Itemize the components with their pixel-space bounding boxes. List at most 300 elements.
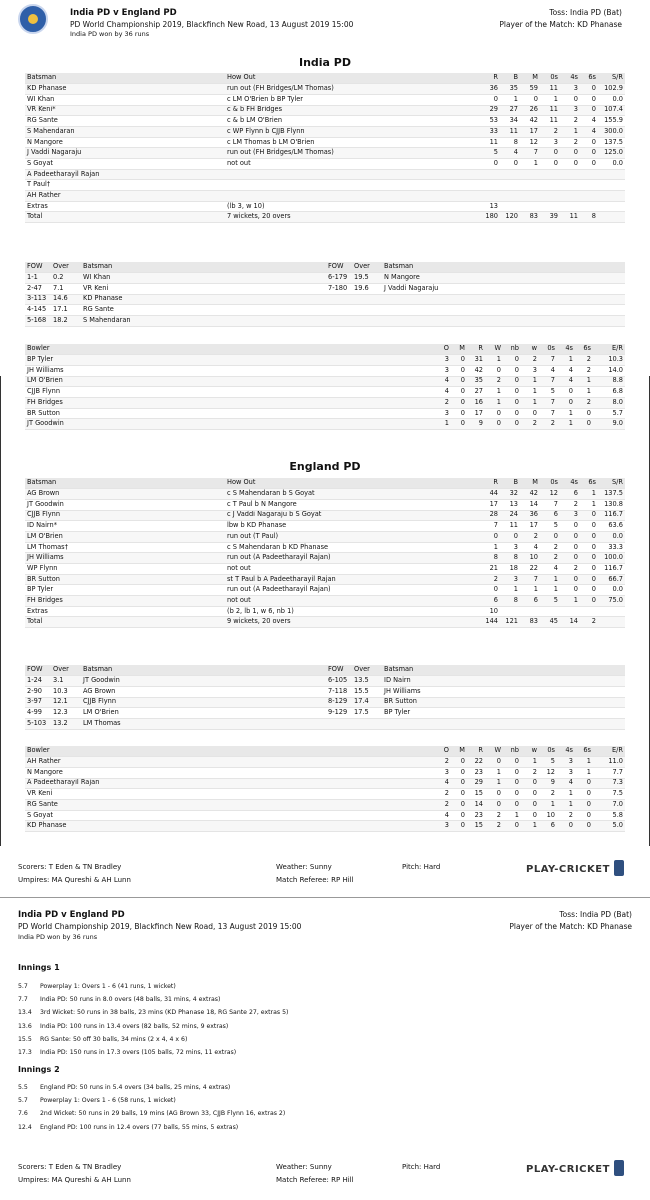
table-cell: 116.7 xyxy=(598,564,625,575)
table-cell: 2 xyxy=(557,810,575,821)
table-cell: 4 xyxy=(557,376,575,387)
note-over: 7.7 xyxy=(18,996,28,1004)
team-crest-logo xyxy=(18,4,48,34)
note-text: England PD: 100 runs in 12.4 overs (77 balls, 55 mins, 5 extras) xyxy=(40,1123,239,1131)
table-cell: 0 xyxy=(580,585,598,596)
table-cell: 155.9 xyxy=(598,116,625,127)
innings1-team-title: India PD xyxy=(298,56,351,69)
innings1-notes-title: Innings 1 xyxy=(18,963,60,972)
table-row xyxy=(25,315,625,326)
table-cell: Batsman xyxy=(25,478,225,489)
table-cell: 3 xyxy=(560,105,580,116)
umpires-p2: Umpires: MA Qureshi & AH Lunn xyxy=(18,1176,131,1184)
table-cell: 5 xyxy=(539,757,557,768)
table-cell: BR Sutton xyxy=(382,697,625,708)
table-cell: 0 xyxy=(503,419,521,430)
table-cell: nb xyxy=(503,344,521,355)
note-over: 7.6 xyxy=(18,1110,28,1118)
table-cell: 0 xyxy=(540,159,560,170)
table-cell xyxy=(520,169,540,180)
table-cell: 7 xyxy=(520,574,540,585)
table-cell: E/R xyxy=(593,746,625,757)
table-cell: 1 xyxy=(500,585,520,596)
table-cell: 300.0 xyxy=(598,126,625,137)
table-cell: LM Thomas xyxy=(81,718,326,729)
table-cell: not out xyxy=(225,596,480,607)
table-cell: AH Rather xyxy=(25,191,225,202)
table-cell: 0 xyxy=(485,419,503,430)
table-cell: 1 xyxy=(520,585,540,596)
table-cell: 2 xyxy=(560,137,580,148)
table-cell: 2 xyxy=(485,821,503,832)
table-cell: Batsman xyxy=(25,73,225,84)
table-cell: 0 xyxy=(580,564,598,575)
table-cell: 9 xyxy=(467,419,485,430)
note-over: 5.7 xyxy=(18,1097,28,1105)
table-cell: N Mangore xyxy=(382,273,625,284)
table-cell xyxy=(352,718,382,729)
table-cell: 10.3 xyxy=(593,355,625,366)
table-row xyxy=(25,767,625,778)
table-cell: 0s xyxy=(540,73,560,84)
table-cell: 0.0 xyxy=(598,94,625,105)
table-cell: How Out xyxy=(225,478,480,489)
table-row xyxy=(25,585,625,596)
table-cell: 0 xyxy=(503,789,521,800)
table-cell: 42 xyxy=(467,365,485,376)
table-cell: 0 xyxy=(580,137,598,148)
table-cell: Total xyxy=(25,212,225,223)
table-row xyxy=(25,821,625,832)
table-cell: FOW xyxy=(25,262,51,273)
table-cell: 0 xyxy=(503,408,521,419)
table-cell: 4 xyxy=(580,126,598,137)
table-cell xyxy=(598,201,625,212)
table-cell: not out xyxy=(225,159,480,170)
table-cell: 3 xyxy=(500,542,520,553)
table-cell: S Goyat xyxy=(25,159,225,170)
table-cell: How Out xyxy=(225,73,480,84)
table-cell: WI Khan xyxy=(25,94,225,105)
table-cell: 0 xyxy=(580,553,598,564)
table-cell: 1 xyxy=(580,499,598,510)
table-cell: E/R xyxy=(593,344,625,355)
table-header-row xyxy=(25,344,625,355)
table-cell: VR Keni xyxy=(81,283,326,294)
table-cell: 0 xyxy=(485,408,503,419)
table-cell: 0 xyxy=(580,510,598,521)
table-cell: 2 xyxy=(539,419,557,430)
table-cell: 42 xyxy=(520,116,540,127)
scorers-p2: Scorers: T Eden & TN Bradley xyxy=(18,1163,122,1171)
table-cell: AH Rather xyxy=(25,757,435,768)
match-result: India PD won by 36 runs xyxy=(70,30,150,38)
table-row xyxy=(25,148,625,159)
table-cell: 0 xyxy=(521,408,539,419)
table-cell: 5-168 xyxy=(25,315,51,326)
table-cell: 1 xyxy=(521,376,539,387)
table-cell: 0 xyxy=(480,585,500,596)
table-row xyxy=(25,676,625,687)
table-cell: 7.5 xyxy=(593,789,625,800)
table-cell: JT Goodwin xyxy=(81,676,326,687)
table-cell: 0 xyxy=(520,94,540,105)
table-cell xyxy=(326,718,352,729)
table-cell: 2-47 xyxy=(25,283,51,294)
extras-row xyxy=(25,606,625,617)
table-cell: LM O'Brien xyxy=(25,376,435,387)
table-cell: 7 xyxy=(480,521,500,532)
match-subtitle: PD World Championship 2019, Blackfinch New Road, 13 August 2019 15:00 xyxy=(70,20,354,29)
player-of-match: Player of the Match: KD Phanase xyxy=(499,20,622,29)
table-cell: WI Khan xyxy=(81,273,326,284)
table-cell xyxy=(598,180,625,191)
table-cell: 1 xyxy=(575,376,593,387)
table-cell: 6s xyxy=(580,73,598,84)
table-cell: 0 xyxy=(451,799,467,810)
table-cell: 0 xyxy=(503,365,521,376)
table-cell: 7 xyxy=(540,499,560,510)
table-row xyxy=(25,169,625,180)
table-cell: 0 xyxy=(557,387,575,398)
table-cell: 4 xyxy=(540,564,560,575)
table-cell: R xyxy=(467,344,485,355)
table-cell: Batsman xyxy=(81,665,326,676)
table-cell: 15 xyxy=(467,821,485,832)
innings1-bowling-table xyxy=(25,344,625,430)
table-cell: 11 xyxy=(560,212,580,223)
table-cell: 14.0 xyxy=(593,365,625,376)
table-cell xyxy=(382,305,625,316)
table-cell: 17 xyxy=(467,408,485,419)
table-cell xyxy=(326,315,352,326)
table-cell: 7.1 xyxy=(51,283,81,294)
table-cell: 1 xyxy=(575,757,593,768)
table-cell: BP Tyler xyxy=(25,355,435,366)
table-cell: 0 xyxy=(580,531,598,542)
table-cell: c S Mahendaran b S Goyat xyxy=(225,489,480,500)
table-cell: FOW xyxy=(326,262,352,273)
table-cell: 0 xyxy=(451,408,467,419)
table-cell: J Vaddi Nagaraju xyxy=(382,283,625,294)
table-cell: 12.3 xyxy=(51,708,81,719)
table-row xyxy=(25,799,625,810)
table-cell: 4 xyxy=(435,387,451,398)
table-cell: 0 xyxy=(451,810,467,821)
table-cell xyxy=(382,294,625,305)
table-cell: 4-145 xyxy=(25,305,51,316)
table-cell: 2 xyxy=(575,365,593,376)
table-cell: JT Goodwin xyxy=(25,499,225,510)
table-cell: 0 xyxy=(580,596,598,607)
table-cell: 11 xyxy=(540,116,560,127)
table-cell: 1 xyxy=(557,799,575,810)
table-cell: (b 2, lb 1, w 6, nb 1) xyxy=(225,606,480,617)
table-cell: 0.0 xyxy=(598,531,625,542)
table-cell xyxy=(598,169,625,180)
left-page-rule xyxy=(0,376,1,846)
note-item xyxy=(18,1097,176,1104)
table-cell: 0 xyxy=(560,542,580,553)
table-cell: 0 xyxy=(580,574,598,585)
table-cell: 0 xyxy=(560,159,580,170)
table-cell: 0 xyxy=(485,365,503,376)
table-cell: 24 xyxy=(500,510,520,521)
table-cell: 8 xyxy=(480,553,500,564)
table-row xyxy=(25,542,625,553)
table-cell: 35 xyxy=(500,84,520,95)
table-cell: 16 xyxy=(467,397,485,408)
table-cell: 1 xyxy=(575,767,593,778)
table-cell: 11.0 xyxy=(593,757,625,768)
table-cell: 1 xyxy=(539,799,557,810)
table-row xyxy=(25,212,625,223)
table-cell: 53 xyxy=(480,116,500,127)
table-row xyxy=(25,697,625,708)
table-cell xyxy=(352,294,382,305)
table-cell: 0s xyxy=(540,478,560,489)
note-over: 12.4 xyxy=(18,1123,32,1131)
table-cell: 5 xyxy=(540,521,560,532)
table-cell: 33 xyxy=(480,126,500,137)
table-row xyxy=(25,305,625,316)
table-cell: 6-179 xyxy=(326,273,352,284)
table-cell: 9 wickets, 20 overs xyxy=(225,617,480,628)
table-cell: 19.6 xyxy=(352,283,382,294)
table-cell: 0 xyxy=(503,397,521,408)
table-cell xyxy=(326,294,352,305)
table-cell: 0 xyxy=(560,553,580,564)
table-cell: 3.1 xyxy=(51,676,81,687)
table-cell: 3 xyxy=(560,510,580,521)
table-row xyxy=(25,137,625,148)
table-row xyxy=(25,273,625,284)
table-cell: 0 xyxy=(503,799,521,810)
table-cell: 17 xyxy=(520,521,540,532)
table-cell: 14.6 xyxy=(51,294,81,305)
table-cell: S/R xyxy=(598,478,625,489)
table-cell: 120 xyxy=(500,212,520,223)
table-cell: 14 xyxy=(520,499,540,510)
table-cell: 3-113 xyxy=(25,294,51,305)
table-cell: W xyxy=(485,746,503,757)
match-title: India PD v England PD xyxy=(70,8,177,18)
table-cell: 4 xyxy=(557,365,575,376)
table-cell: FH Bridges xyxy=(25,397,435,408)
table-row xyxy=(25,126,625,137)
table-cell: 27 xyxy=(467,387,485,398)
table-row xyxy=(25,159,625,170)
table-cell: 44 xyxy=(480,489,500,500)
table-cell: 14 xyxy=(467,799,485,810)
table-cell: 2 xyxy=(485,376,503,387)
note-item xyxy=(18,1036,187,1043)
note-over: 13.6 xyxy=(18,1022,32,1030)
table-cell: 17 xyxy=(480,499,500,510)
umpires: Umpires: MA Qureshi & AH Lunn xyxy=(18,876,131,884)
table-cell: (lb 3, w 10) xyxy=(225,201,480,212)
table-cell: 23 xyxy=(467,810,485,821)
table-cell: 2 xyxy=(575,355,593,366)
table-cell: run out (FH Bridges/LM Thomas) xyxy=(225,148,480,159)
page-divider xyxy=(0,897,650,898)
table-cell: 3 xyxy=(557,757,575,768)
table-cell: ID Nairn* xyxy=(25,521,225,532)
table-cell: 1 xyxy=(557,419,575,430)
table-row xyxy=(25,574,625,585)
table-cell: 0 xyxy=(503,757,521,768)
table-cell: 3 xyxy=(540,137,560,148)
table-cell: 0 xyxy=(451,821,467,832)
table-cell: 1 xyxy=(557,355,575,366)
table-cell: AG Brown xyxy=(81,686,326,697)
table-cell: 137.5 xyxy=(598,489,625,500)
note-text: India PD: 150 runs in 17.3 overs (105 balls, 72 mins, 11 extras) xyxy=(40,1049,237,1056)
table-row xyxy=(25,376,625,387)
table-cell: 17.1 xyxy=(51,305,81,316)
table-cell: 1 xyxy=(485,355,503,366)
scorers: Scorers: T Eden & TN Bradley xyxy=(18,863,122,871)
table-cell: 4 xyxy=(500,148,520,159)
table-cell: 6.8 xyxy=(593,387,625,398)
table-cell: 1 xyxy=(540,94,560,105)
table-cell: 116.7 xyxy=(598,510,625,521)
table-cell: BP Tyler xyxy=(25,585,225,596)
table-cell: 7 xyxy=(539,355,557,366)
ecb-badge-icon xyxy=(614,860,624,876)
table-cell: 4 xyxy=(435,376,451,387)
table-cell: 0 xyxy=(580,84,598,95)
note-item xyxy=(18,1049,236,1056)
table-cell: 19.5 xyxy=(352,273,382,284)
table-cell: 12 xyxy=(520,137,540,148)
table-row xyxy=(25,294,625,305)
table-cell: 2 xyxy=(435,799,451,810)
table-cell: 0 xyxy=(503,387,521,398)
table-cell: 18.2 xyxy=(51,315,81,326)
table-header-row xyxy=(25,478,625,489)
table-cell: 130.8 xyxy=(598,499,625,510)
table-cell: 11 xyxy=(540,84,560,95)
table-cell: 0 xyxy=(500,531,520,542)
table-cell: 2 xyxy=(560,499,580,510)
table-cell: 23 xyxy=(467,767,485,778)
table-row xyxy=(25,105,625,116)
table-cell xyxy=(540,169,560,180)
table-cell: 10 xyxy=(480,606,500,617)
table-cell: O xyxy=(435,344,451,355)
table-cell: 0 xyxy=(485,799,503,810)
toss-info: Toss: India PD (Bat) xyxy=(549,8,622,17)
table-cell: 2 xyxy=(485,810,503,821)
table-cell: 0.2 xyxy=(51,273,81,284)
table-row xyxy=(25,810,625,821)
table-cell: 0 xyxy=(451,767,467,778)
table-cell: 5-103 xyxy=(25,718,51,729)
table-cell: 0 xyxy=(485,757,503,768)
innings2-batting-table xyxy=(25,478,625,628)
table-cell: 36 xyxy=(480,84,500,95)
table-row xyxy=(25,521,625,532)
table-cell: 13 xyxy=(500,499,520,510)
table-cell: RG Sante xyxy=(25,116,225,127)
table-cell: 0s xyxy=(539,746,557,757)
table-cell: 1 xyxy=(521,397,539,408)
table-cell: 4s xyxy=(557,344,575,355)
note-text: RG Sante: 50 off 30 balls, 34 mins (2 x 4, 4 x 6) xyxy=(40,1035,188,1043)
table-cell xyxy=(560,191,580,202)
table-cell: 2 xyxy=(521,419,539,430)
table-cell: 3 xyxy=(557,767,575,778)
table-cell: VR Keni* xyxy=(25,105,225,116)
table-row xyxy=(25,489,625,500)
table-cell: M xyxy=(451,344,467,355)
table-cell: 1 xyxy=(540,585,560,596)
table-cell: RG Sante xyxy=(81,305,326,316)
table-cell: 4 xyxy=(557,778,575,789)
table-cell: 4s xyxy=(560,478,580,489)
table-cell: 0 xyxy=(485,789,503,800)
pitch-p2: Pitch: Hard xyxy=(402,1163,441,1171)
table-cell: 7 xyxy=(539,408,557,419)
table-cell xyxy=(598,606,625,617)
table-cell: 2 xyxy=(580,617,598,628)
table-cell xyxy=(580,201,598,212)
table-cell: 3 xyxy=(435,408,451,419)
table-cell: R xyxy=(480,478,500,489)
table-row xyxy=(25,596,625,607)
note-over: 5.7 xyxy=(18,983,28,990)
table-cell: 2 xyxy=(575,397,593,408)
table-cell: 8.8 xyxy=(593,376,625,387)
table-cell xyxy=(500,201,520,212)
table-cell xyxy=(225,169,480,180)
table-cell: Over xyxy=(352,665,382,676)
table-cell: 6 xyxy=(540,510,560,521)
table-cell: 4 xyxy=(435,810,451,821)
pitch: Pitch: Hard xyxy=(402,863,441,871)
table-row xyxy=(25,708,625,719)
table-cell: 8.0 xyxy=(593,397,625,408)
table-cell: BP Tyler xyxy=(382,708,625,719)
innings2-notes-title: Innings 2 xyxy=(18,1065,60,1074)
table-cell: 3 xyxy=(435,355,451,366)
table-cell: 6s xyxy=(580,478,598,489)
table-cell: 4-99 xyxy=(25,708,51,719)
table-cell: run out (T Paul) xyxy=(225,531,480,542)
table-cell: 2 xyxy=(560,116,580,127)
note-item xyxy=(18,1084,230,1091)
table-cell: 1 xyxy=(503,810,521,821)
ecb-badge-icon-p2 xyxy=(614,1160,624,1176)
table-cell: 0 xyxy=(500,159,520,170)
table-cell: 2 xyxy=(435,789,451,800)
table-cell: 1 xyxy=(557,789,575,800)
table-cell xyxy=(225,180,480,191)
table-cell: 0 xyxy=(540,531,560,542)
table-row xyxy=(25,191,625,202)
table-cell: 144 xyxy=(480,617,500,628)
table-cell xyxy=(480,191,500,202)
table-cell: 3 xyxy=(521,365,539,376)
table-cell: c S Mahendaran b KD Phanase xyxy=(225,542,480,553)
table-cell: c LM O'Brien b BP Tyler xyxy=(225,94,480,105)
table-cell: Batsman xyxy=(81,262,326,273)
table-cell: 1 xyxy=(575,387,593,398)
table-cell: 0 xyxy=(580,148,598,159)
table-cell: 2 xyxy=(521,355,539,366)
table-cell: 0 xyxy=(451,757,467,768)
